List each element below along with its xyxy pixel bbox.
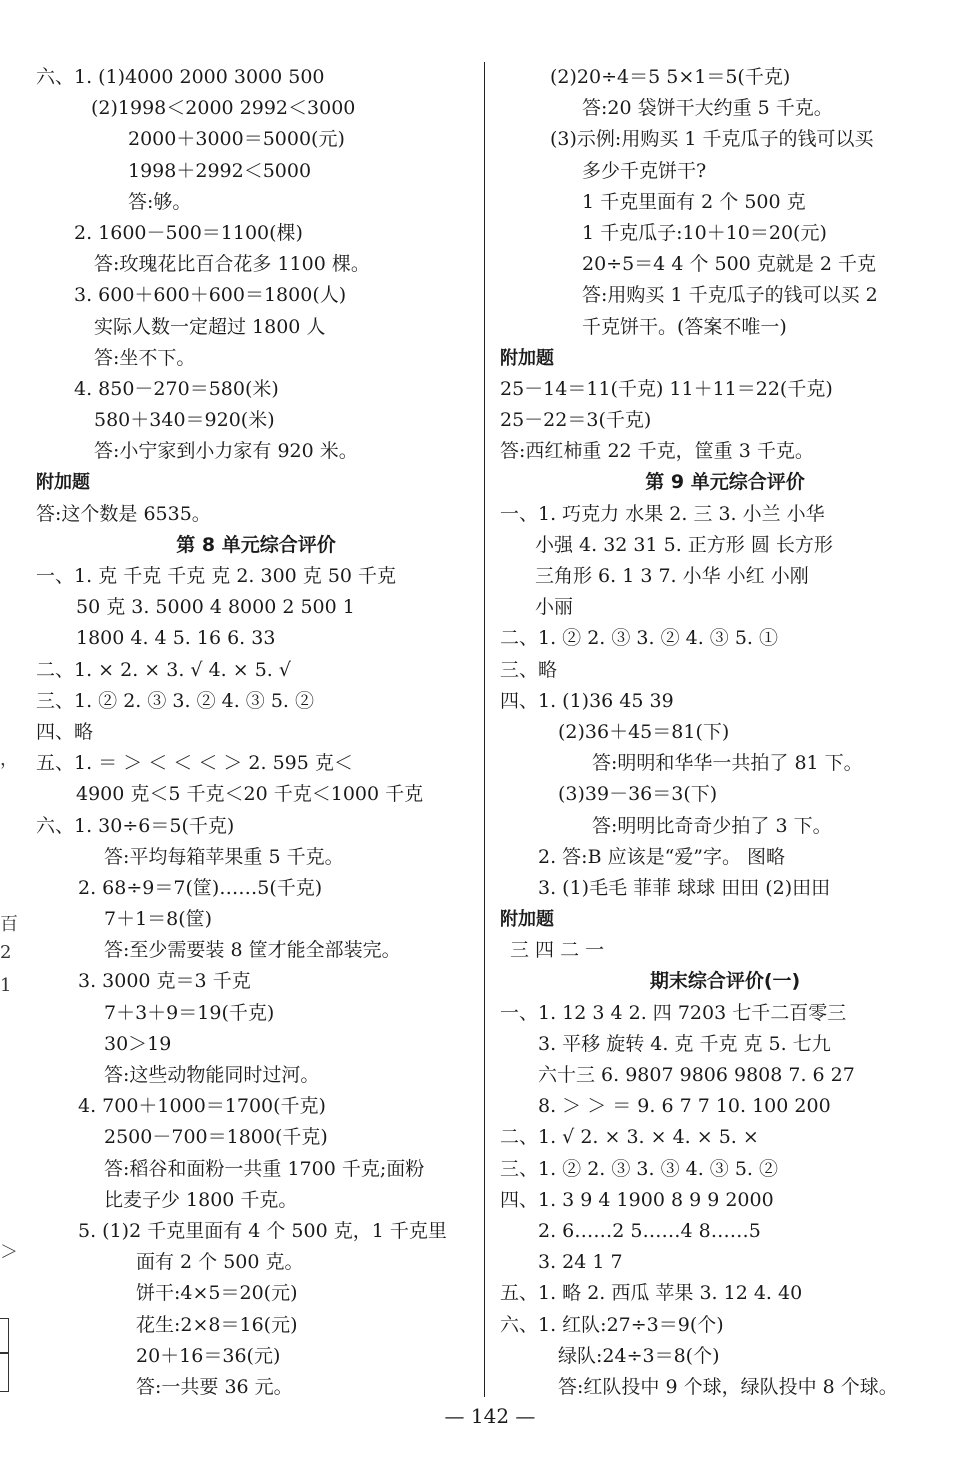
answer-line: (2)1998＜2000 2992＜3000 [91, 97, 356, 120]
answer-line: 千克饼干。(答案不唯一) [582, 315, 787, 338]
section-title: 第 8 单元综合评价 [176, 533, 336, 556]
answer-line: 8. ＞ ＞ ＝ 9. 6 7 7 10. 100 200 [538, 1095, 831, 1118]
answer-line: 答:小宁家到小力家有 920 米。 [94, 440, 358, 463]
answer-line: 答:坐不下。 [94, 346, 196, 369]
answer-line: 7＋3＋9＝19(千克) [104, 1001, 275, 1024]
answer-line: 小丽 [535, 596, 574, 619]
answer-line: 饼干:4×5＝20(元) [136, 1282, 298, 1305]
answer-line: 2. 68÷9＝7(筐)……5(千克) [78, 876, 323, 899]
answer-line: 四、1. 3 9 4 1900 8 9 9 2000 [500, 1188, 774, 1211]
answer-line: 五、1. ＝ ＞ ＜ ＜ ＜ ＞ 2. 595 克＜ [36, 752, 353, 775]
edge-fragment: 1 [0, 975, 12, 996]
answer-line: 一、1. 12 3 4 2. 四 7203 七千二百零三 [500, 1001, 847, 1024]
section-title: 期末综合评价(一) [649, 970, 801, 993]
answer-line: 一、1. 克 千克 千克 克 2. 300 克 50 千克 [36, 565, 397, 587]
answer-line: 答:明明比奇奇少拍了 3 下。 [592, 814, 832, 837]
answer-line: (3)示例:用购买 1 千克瓜子的钱可以买 [550, 128, 874, 151]
answer-line: 2500－700＝1800(千克) [104, 1126, 328, 1149]
answer-line: 绿队:24÷3＝8(个) [558, 1344, 720, 1367]
answer-line: (3)39－36＝3(下) [558, 783, 718, 806]
answer-line: 答:明明和华华一共拍了 81 下。 [592, 752, 863, 775]
answer-line: 小强 4. 32 31 5. 正方形 圆 长方形 [535, 533, 833, 556]
answer-line: 实际人数一定超过 1800 人 [94, 315, 326, 338]
answer-line: 六十三 6. 9807 9806 9808 7. 6 27 [538, 1064, 855, 1086]
answer-line: 3. (1)毛毛 菲菲 球球 田田 (2)田田 [538, 876, 831, 899]
answer-line: 1 千克里面有 2 个 500 克 [582, 190, 806, 213]
answer-line: 六、1. 30÷6＝5(千克) [36, 814, 235, 837]
section-heading: 附加题 [500, 347, 554, 369]
answer-line: 二、1. ② 2. ③ 3. ② 4. ③ 5. ① [500, 627, 778, 650]
answer-line: 答:这个数是 6535。 [36, 502, 211, 525]
answer-line: 答:至少需要装 8 筐才能全部装完。 [104, 939, 401, 962]
answer-line: 答:玫瑰花比百合花多 1100 棵。 [94, 253, 370, 276]
answer-line: 答:稻谷和面粉一共重 1700 千克;面粉 [104, 1157, 425, 1180]
answer-line: 花生:2×8＝16(元) [136, 1313, 298, 1336]
answer-line: 答:平均每箱苹果重 5 千克。 [104, 845, 344, 868]
answer-line: 多少千克饼干? [582, 159, 707, 182]
answer-line: 答:20 袋饼干大约重 5 千克。 [582, 97, 833, 120]
answer-line: 三、1. ② 2. ③ 3. ② 4. ③ 5. ② [36, 689, 314, 712]
answer-line: 六、1. (1)4000 2000 3000 500 [36, 66, 325, 88]
right-column [500, 62, 950, 1403]
answer-line: 三、1. ② 2. ③ 3. ③ 4. ③ 5. ② [500, 1157, 778, 1180]
answer-line: 2000＋3000＝5000(元) [128, 128, 345, 151]
answer-line: 50 克 3. 5000 4 8000 2 500 1 [76, 596, 355, 619]
answer-line: 六、1. 红队:27÷3＝9(个) [500, 1313, 724, 1336]
answer-line: 1 千克瓜子:10＋10＝20(元) [582, 221, 827, 244]
answer-line: 580＋340＝920(米) [94, 409, 275, 432]
answer-line: 1998＋2992＜5000 [128, 159, 312, 182]
answer-line: 三 四 二 一 [510, 939, 605, 962]
answer-line: (2)20÷4＝5 5×1＝5(千克) [550, 66, 791, 88]
answer-line: 三角形 6. 1 3 7. 小华 小红 小刚 [535, 565, 809, 587]
section-heading: 附加题 [500, 909, 554, 931]
answer-line: 4. 700＋1000＝1700(千克) [78, 1095, 326, 1118]
answer-line: 20＋16＝36(元) [136, 1344, 281, 1367]
section-heading: 附加题 [36, 472, 90, 494]
cropped-table-edge [0, 1318, 9, 1392]
answer-line: 20÷5＝4 4 个 500 克就是 2 千克 [582, 253, 876, 276]
answer-line: 答:这些动物能同时过河。 [104, 1064, 320, 1086]
answer-line: 25－22＝3(千克) [500, 409, 652, 432]
answer-line: 7＋1＝8(筐) [104, 908, 213, 931]
edge-fragment: ， [0, 749, 18, 770]
answer-line: 二、1. √ 2. × 3. × 4. × 5. × [500, 1126, 759, 1149]
answer-line: 25－14＝11(千克) 11＋11＝22(千克) [500, 377, 833, 400]
answer-line: 3. 24 1 7 [538, 1251, 623, 1274]
answer-line: 2. 1600－500＝1100(棵) [74, 221, 303, 244]
answer-line: 30＞19 [104, 1032, 172, 1055]
answer-line: 答:西红柿重 22 千克，筐重 3 千克。 [500, 440, 814, 463]
answer-line: 四、1. (1)36 45 39 [500, 689, 674, 712]
page-number: — 142 — [444, 1404, 536, 1428]
answer-line: 5. (1)2 千克里面有 4 个 500 克，1 千克里 [78, 1219, 447, 1242]
column-divider [484, 62, 485, 1397]
answer-line: 3. 3000 克＝3 千克 [78, 970, 251, 993]
answer-line: 二、1. × 2. × 3. √ 4. × 5. √ [36, 658, 291, 681]
answer-line: 答:一共要 36 元。 [136, 1375, 293, 1398]
answer-line: 2. 6……2 5……4 8……5 [538, 1219, 761, 1242]
section-title: 第 9 单元综合评价 [645, 471, 805, 494]
answer-line: 4900 克＜5 千克＜20 千克＜1000 千克 [76, 783, 424, 806]
answer-line: (2)36＋45＝81(下) [558, 720, 730, 743]
left-column [36, 62, 476, 1403]
answer-line: 面有 2 个 500 克。 [136, 1251, 304, 1274]
answer-line: 1800 4. 4 5. 16 6. 33 [76, 627, 276, 650]
answer-line: 五、1. 略 2. 西瓜 苹果 3. 12 4. 40 [500, 1282, 803, 1305]
edge-fragment: 百 [0, 914, 18, 935]
answer-line: 答:够。 [128, 190, 192, 213]
answer-line: 比麦子少 1800 千克。 [104, 1188, 298, 1211]
answer-line: 一、1. 巧克力 水果 2. 三 3. 小兰 小华 [500, 502, 825, 525]
answer-line: 四、略 [36, 720, 94, 743]
edge-fragment: ＞ [0, 1242, 18, 1263]
answer-line: 4. 850－270＝580(米) [74, 377, 279, 400]
answer-line: 答:红队投中 9 个球，绿队投中 8 个球。 [558, 1375, 898, 1398]
edge-fragment: 2 [0, 942, 12, 963]
cropped-table-rule [0, 1352, 9, 1354]
answer-line: 三、略 [500, 658, 558, 681]
answer-line: 答:用购买 1 千克瓜子的钱可以买 2 [582, 284, 878, 307]
answer-line: 2. 答:B 应该是“爱”字。 图略 [538, 845, 786, 868]
answer-line: 3. 平移 旋转 4. 克 千克 克 5. 七九 [538, 1032, 831, 1055]
answer-line: 3. 600＋600＋600＝1800(人) [74, 284, 347, 307]
